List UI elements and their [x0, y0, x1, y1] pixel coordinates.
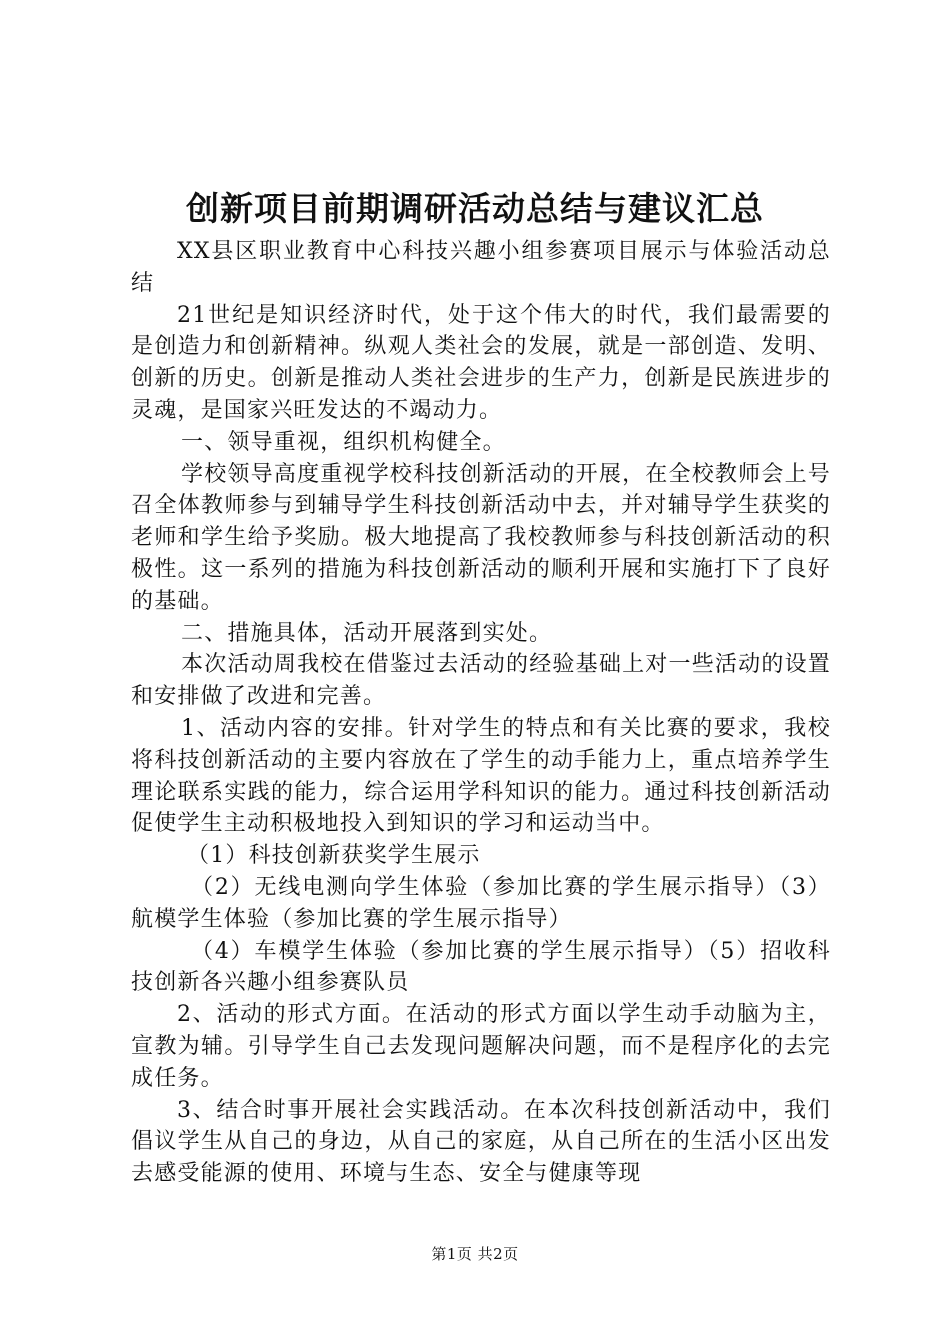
list-item-2-3: （2）无线电测向学生体验（参加比赛的学生展示指导）（3）航模学生体验（参加比赛的学生展示指导）	[131, 874, 831, 932]
section-heading-2: 二、措施具体，活动开展落到实处。	[181, 620, 553, 646]
section-heading-1: 一、领导重视，组织机构健全。	[181, 429, 506, 455]
paragraph-measures: 本次活动周我校在借鉴过去活动的经验基础上对一些活动的设置和安排做了改进和完善。	[131, 652, 831, 710]
paragraph-subtitle: XX县区职业教育中心科技兴趣小组参赛项目展示与体验活动总结	[131, 239, 831, 296]
paragraph-activity-form: 2、活动的形式方面。在活动的形式方面以学生动手动脑为主，宣教为辅。引导学生自己去发现问题解决问题，而不是程序化的去完成任务。	[131, 1002, 831, 1091]
document-title: 创新项目前期调研活动总结与建议汇总	[186, 189, 764, 228]
paragraph-leadership: 学校领导高度重视学校科技创新活动的开展，在全校教师会上号召全体教师参与到辅导学生科技创新活动中去，并对辅导学生获奖的老师和学生给予奖励。极大地提高了我校教师参与科技创新活动的积极性。这一系列的措施为科技创新活动的顺利开展和实施打下了良好的基础。	[131, 461, 831, 614]
paragraph-content-arrangement: 1、活动内容的安排。针对学生的特点和有关比赛的要求，我校将科技创新活动的主要内容放在了学生的动手能力上，重点培养学生理论联系实践的能力，综合运用学科知识的能力。通过科技创新活动促使学生主动积极地投入到知识的学习和运动当中。	[131, 715, 831, 837]
paragraph-intro: 21世纪是知识经济时代，处于这个伟大的时代，我们最需要的是创造力和创新精神。纵观人类社会的发展，就是一部创造、发明、创新的历史。创新是推动人类社会进步的生产力，创新是民族进步的灵魂，是国家兴旺发达的不竭动力。	[131, 302, 831, 423]
document-body	[131, 236, 831, 1190]
paragraph-social-practice: 3、结合时事开展社会实践活动。在本次科技创新活动中，我们倡议学生从自己的身边，从自己的家庭，从自己所在的生活小区出发去感受能源的使用、环境与生态、安全与健康等现	[131, 1097, 831, 1187]
page-number: 第1页 共2页	[431, 1245, 519, 1263]
list-item-1: （1）科技创新获奖学生展示	[187, 843, 481, 869]
list-item-4-5: （4）车模学生体验（参加比赛的学生展示指导）（5）招收科技创新各兴趣小组参赛队员	[131, 938, 831, 996]
